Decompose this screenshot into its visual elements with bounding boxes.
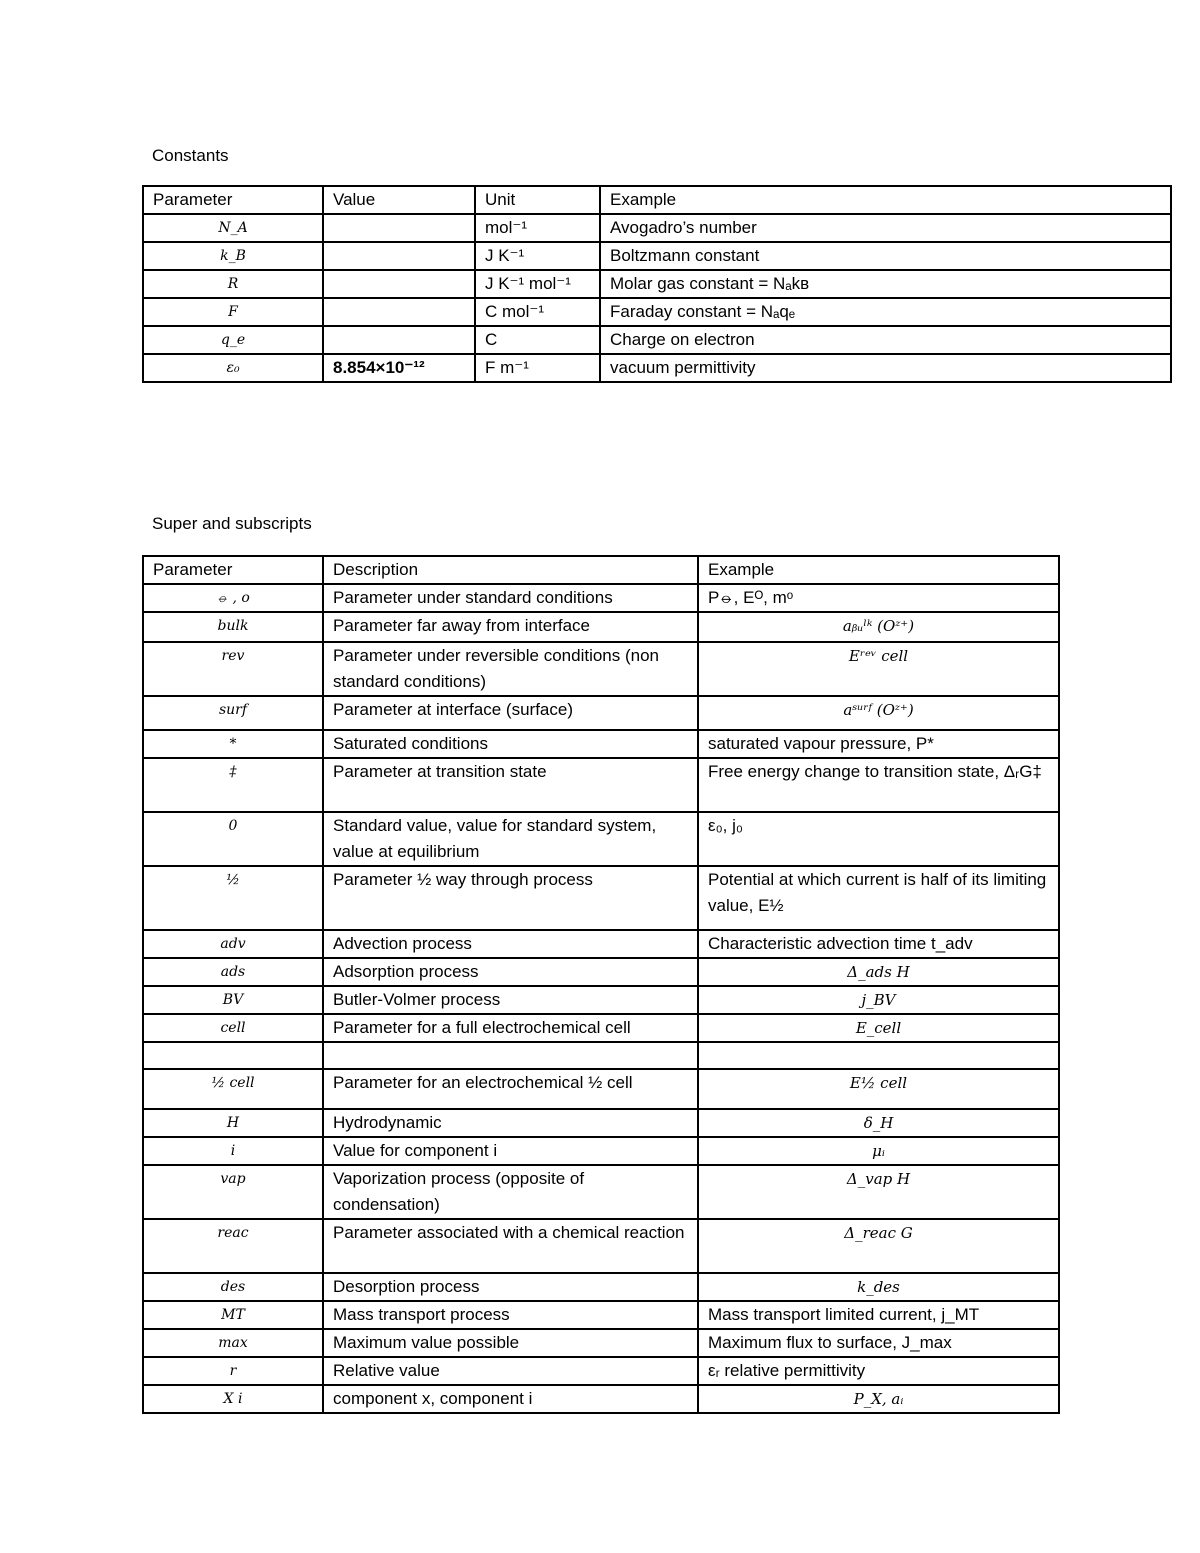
subscript-symbol: *: [143, 730, 323, 758]
subscript-symbol: cell: [143, 1014, 323, 1042]
table-row: [143, 354, 1171, 382]
table-row: [143, 930, 1059, 958]
constant-value: [323, 298, 475, 326]
description-cell: Adsorption process: [323, 958, 698, 986]
constant-value: [323, 214, 475, 242]
example-cell: Boltzmann constant: [600, 242, 1171, 270]
column-header: Example: [600, 186, 1171, 214]
column-header: Unit: [475, 186, 600, 214]
parameter-symbol: q_e: [143, 326, 323, 354]
subscript-symbol: MT: [143, 1301, 323, 1329]
description-cell: component x, component i: [323, 1385, 698, 1413]
description-cell: Parameter for a full electrochemical cell: [323, 1014, 698, 1042]
table-row: [143, 1137, 1059, 1165]
constants-header-row: [143, 186, 1171, 214]
subscript-symbol: [143, 1042, 323, 1069]
table-row: [143, 866, 1059, 930]
description-cell: Parameter associated with a chemical reaction: [323, 1219, 698, 1273]
table-row: [143, 1042, 1059, 1069]
description-cell: Maximum value possible: [323, 1329, 698, 1357]
example-cell: k_des: [698, 1273, 1059, 1301]
subscript-symbol: i: [143, 1137, 323, 1165]
description-cell: Parameter ½ way through process: [323, 866, 698, 930]
table-row: [143, 1273, 1059, 1301]
constant-value: [323, 242, 475, 270]
parameter-symbol: F: [143, 298, 323, 326]
description-cell: Parameter at transition state: [323, 758, 698, 812]
subscript-symbol: vap: [143, 1165, 323, 1219]
subscript-symbol: ads: [143, 958, 323, 986]
description-cell: Value for component i: [323, 1137, 698, 1165]
example-cell: Δ_ads H: [698, 958, 1059, 986]
example-cell: Δ_vap H: [698, 1165, 1059, 1219]
example-cell: Potential at which current is half of its limiting value, E½: [698, 866, 1059, 930]
description-cell: Butler-Volmer process: [323, 986, 698, 1014]
table-row: [143, 696, 1059, 730]
description-cell: Hydrodynamic: [323, 1109, 698, 1137]
example-cell: E½ cell: [698, 1069, 1059, 1109]
parameter-symbol: R: [143, 270, 323, 298]
column-header: Parameter: [143, 186, 323, 214]
subscript-symbol: des: [143, 1273, 323, 1301]
example-cell: δ_H: [698, 1109, 1059, 1137]
table-row: [143, 1357, 1059, 1385]
table-row: [143, 1329, 1059, 1357]
table-row: [143, 812, 1059, 866]
constant-value: [323, 326, 475, 354]
description-cell: Parameter under standard conditions: [323, 584, 698, 612]
parameter-symbol: ε₀: [143, 354, 323, 382]
subscript-symbol: ‡: [143, 758, 323, 812]
table-row: [143, 1165, 1059, 1219]
example-cell: P⦵, Eᴼ, mᵒ: [698, 584, 1059, 612]
unit-cell: J K⁻¹ mol⁻¹: [475, 270, 600, 298]
table-row: [143, 1014, 1059, 1042]
table-row: [143, 1109, 1059, 1137]
example-cell: Mass transport limited current, j_MT: [698, 1301, 1059, 1329]
table-row: [143, 758, 1059, 812]
table-row: [143, 1219, 1059, 1273]
table-row: [143, 298, 1171, 326]
column-header: Example: [698, 556, 1059, 584]
unit-cell: C: [475, 326, 600, 354]
description-cell: Advection process: [323, 930, 698, 958]
example-cell: E_cell: [698, 1014, 1059, 1042]
example-cell: Δ_reac G: [698, 1219, 1059, 1273]
table-row: [143, 958, 1059, 986]
subscript-symbol: X i: [143, 1385, 323, 1413]
table-row: [143, 1069, 1059, 1109]
description-cell: Parameter far away from interface: [323, 612, 698, 642]
column-header: Description: [323, 556, 698, 584]
table-row: [143, 612, 1059, 642]
description-cell: Desorption process: [323, 1273, 698, 1301]
example-cell: Molar gas constant = Nₐkʙ: [600, 270, 1171, 298]
example-cell: Faraday constant = Nₐqₑ: [600, 298, 1171, 326]
description-cell: Parameter at interface (surface): [323, 696, 698, 730]
column-header: Parameter: [143, 556, 323, 584]
table-row: [143, 584, 1059, 612]
example-cell: ε₀, j₀: [698, 812, 1059, 866]
description-cell: Saturated conditions: [323, 730, 698, 758]
subscripts-header-row: [143, 556, 1059, 584]
parameter-symbol: N_A: [143, 214, 323, 242]
unit-cell: mol⁻¹: [475, 214, 600, 242]
example-cell: saturated vapour pressure, P*: [698, 730, 1059, 758]
example-cell: aˢᵘʳᶠ (Oᶻ⁺): [698, 696, 1059, 730]
subscripts-heading: Super and subscripts: [152, 514, 312, 533]
subscript-symbol: max: [143, 1329, 323, 1357]
unit-cell: C mol⁻¹: [475, 298, 600, 326]
constant-value: [323, 270, 475, 298]
subscript-symbol: rev: [143, 642, 323, 696]
description-cell: Parameter for an electrochemical ½ cell: [323, 1069, 698, 1109]
table-row: [143, 986, 1059, 1014]
example-cell: aᵦᵤˡᵏ (Oᶻ⁺): [698, 612, 1059, 642]
example-cell: P_X, aᵢ: [698, 1385, 1059, 1413]
table-row: [143, 242, 1171, 270]
unit-cell: J K⁻¹: [475, 242, 600, 270]
example-cell: Eʳᵉᵛ cell: [698, 642, 1059, 696]
column-header: Value: [323, 186, 475, 214]
description-cell: Parameter under reversible conditions (non standard conditions): [323, 642, 698, 696]
example-cell: [698, 1042, 1059, 1069]
table-row: [143, 730, 1059, 758]
description-cell: [323, 1042, 698, 1069]
subscript-symbol: r: [143, 1357, 323, 1385]
example-cell: Characteristic advection time t_adv: [698, 930, 1059, 958]
table-row: [143, 214, 1171, 242]
example-cell: Avogadro’s number: [600, 214, 1171, 242]
description-cell: Vaporization process (opposite of condensation): [323, 1165, 698, 1219]
subscript-symbol: ⦵ , o: [143, 584, 323, 612]
table-row: [143, 326, 1171, 354]
subscript-symbol: ½: [143, 866, 323, 930]
example-cell: Maximum flux to surface, J_max: [698, 1329, 1059, 1357]
subscripts-table: [142, 555, 1060, 1414]
subscript-symbol: bulk: [143, 612, 323, 642]
example-cell: vacuum permittivity: [600, 354, 1171, 382]
example-cell: j_BV: [698, 986, 1059, 1014]
description-cell: Standard value, value for standard system, value at equilibrium: [323, 812, 698, 866]
table-row: [143, 642, 1059, 696]
table-row: [143, 270, 1171, 298]
subscript-symbol: adv: [143, 930, 323, 958]
table-row: [143, 1301, 1059, 1329]
example-cell: εᵣ relative permittivity: [698, 1357, 1059, 1385]
table-row: [143, 1385, 1059, 1413]
parameter-symbol: k_B: [143, 242, 323, 270]
subscript-symbol: 0: [143, 812, 323, 866]
subscript-symbol: H: [143, 1109, 323, 1137]
subscript-symbol: reac: [143, 1219, 323, 1273]
constants-table: [142, 185, 1172, 383]
constants-heading: Constants: [152, 146, 229, 165]
unit-cell: F m⁻¹: [475, 354, 600, 382]
constant-value: 8.854×10⁻¹²: [323, 354, 475, 382]
subscript-symbol: surf: [143, 696, 323, 730]
description-cell: Mass transport process: [323, 1301, 698, 1329]
subscript-symbol: BV: [143, 986, 323, 1014]
description-cell: Relative value: [323, 1357, 698, 1385]
example-cell: Free energy change to transition state, ΔᵣG‡: [698, 758, 1059, 812]
subscript-symbol: ½ cell: [143, 1069, 323, 1109]
example-cell: μᵢ: [698, 1137, 1059, 1165]
example-cell: Charge on electron: [600, 326, 1171, 354]
